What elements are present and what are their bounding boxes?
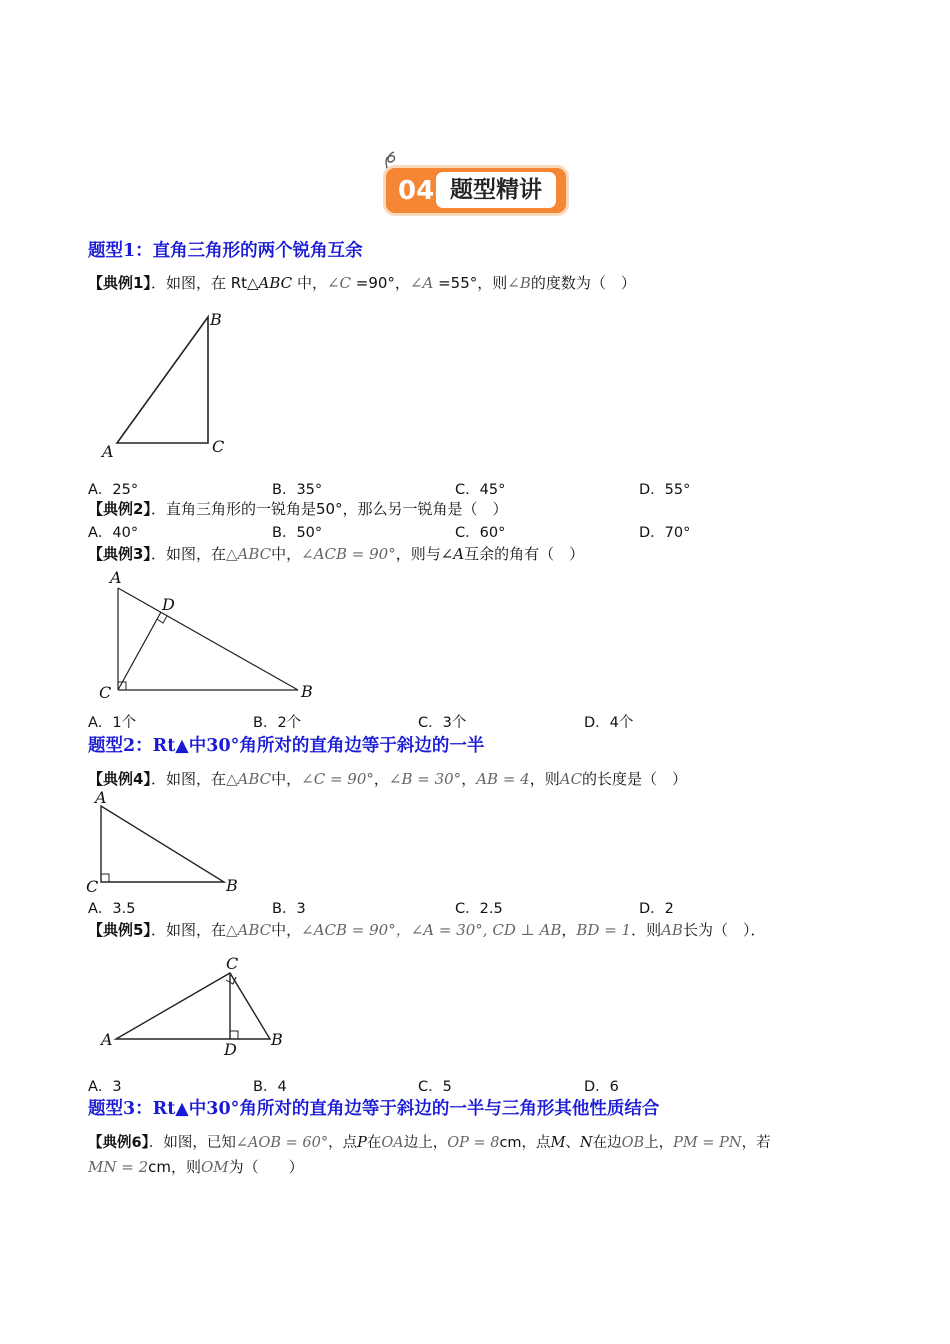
segment-cd	[118, 612, 161, 690]
example-3-option-c[interactable]: C．3个	[418, 715, 467, 731]
label-b: B	[271, 1030, 283, 1049]
example-3-option-b[interactable]: B．2个	[253, 715, 302, 731]
example-6-question-line-2: MN = 2cm，则OM为（ ）	[88, 1158, 304, 1176]
label-a: A	[110, 568, 122, 587]
example-2-question: 【典例2】．直角三角形的一锐角是50°，那么另一锐角是（ ）	[88, 500, 508, 518]
example-1-option-b[interactable]: B．35°	[272, 482, 323, 498]
section-number: 04	[398, 176, 435, 206]
example-4-option-d[interactable]: D．2	[639, 901, 674, 917]
example-4-figure	[84, 790, 254, 900]
example-5-figure	[94, 950, 294, 1060]
label-c: C	[86, 877, 99, 896]
segment-ab	[118, 588, 298, 690]
example-1-question: 【典例1】．如图，在 Rt△ABC 中，∠C =90°，∠A =55°，则∠B的度数为（ ）	[88, 274, 636, 292]
label-b: B	[301, 682, 313, 701]
triangle-abc	[116, 973, 270, 1039]
right-angle-c	[226, 977, 236, 984]
label-a: A	[95, 790, 107, 807]
label-d: D	[162, 595, 175, 614]
label-c: C	[99, 683, 112, 702]
example-2-option-a[interactable]: A．40°	[88, 525, 139, 541]
heading-type-1: 题型1：直角三角形的两个锐角互余	[88, 241, 363, 261]
section-title: 题型精讲	[436, 172, 556, 208]
example-tag: 【典例6】	[88, 1135, 149, 1151]
label-b: B	[210, 310, 222, 329]
example-2-option-c[interactable]: C．60°	[455, 525, 506, 541]
example-5-option-c[interactable]: C．5	[418, 1079, 452, 1095]
example-3-option-a[interactable]: A．1个	[88, 715, 137, 731]
label-c: C	[212, 437, 225, 456]
label-d: D	[224, 1040, 237, 1059]
example-tag: 【典例1】	[88, 274, 151, 292]
example-2-option-b[interactable]: B．50°	[272, 525, 323, 541]
example-5-option-b[interactable]: B．4	[253, 1079, 287, 1095]
example-2-option-d[interactable]: D．70°	[639, 525, 691, 541]
example-4-question: 【典例4】．如图，在△ABC中，∠C = 90°，∠B = 30°，AB = 4，则AC的长度是（ ）	[88, 770, 688, 788]
triangle-abc	[101, 806, 224, 882]
example-3-option-d[interactable]: D．4个	[584, 715, 634, 731]
example-5-question: 【典例5】．如图，在△ABC中，∠ACB = 90°，∠A = 30°, CD ⊥ AB，BD = 1．则AB长为（ ）．	[88, 921, 766, 939]
example-1-option-d[interactable]: D．55°	[639, 482, 691, 498]
example-tag: 【典例2】	[88, 500, 151, 518]
right-angle-d	[230, 1031, 238, 1039]
example-3-question: 【典例3】．如图，在△ABC中，∠ACB = 90°，则与∠A互余的角有（ ）	[88, 545, 585, 563]
triangle-abc	[117, 317, 208, 443]
example-1-option-c[interactable]: C．45°	[455, 482, 506, 498]
right-angle-c	[101, 874, 109, 882]
heading-type-3: 题型3：Rt▲中30°角所对的直角边等于斜边的一半与三角形其他性质结合	[88, 1099, 660, 1119]
example-3-figure	[90, 566, 330, 706]
example-4-option-a[interactable]: A．3.5	[88, 901, 136, 917]
example-4-option-c[interactable]: C．2.5	[455, 901, 503, 917]
example-1-figure	[90, 305, 250, 465]
example-tag: 【典例4】	[88, 770, 151, 788]
example-5-option-d[interactable]: D．6	[584, 1079, 619, 1095]
label-b: B	[226, 876, 238, 895]
example-tag: 【典例5】	[88, 921, 151, 939]
example-1-option-a[interactable]: A．25°	[88, 482, 139, 498]
heading-type-2: 题型2：Rt▲中30°角所对的直角边等于斜边的一半	[88, 736, 485, 756]
example-6-question-line-1: 【典例6】．如图，已知∠AOB = 60°，点P在OA边上，OP = 8cm，点M、N在边OB上，PM = PN，若	[88, 1135, 771, 1151]
example-5-option-a[interactable]: A．3	[88, 1079, 122, 1095]
example-4-option-b[interactable]: B．3	[272, 901, 306, 917]
label-a: A	[101, 1030, 113, 1049]
label-a: A	[102, 442, 114, 461]
example-tag: 【典例3】	[88, 545, 151, 563]
label-c: C	[226, 954, 239, 973]
